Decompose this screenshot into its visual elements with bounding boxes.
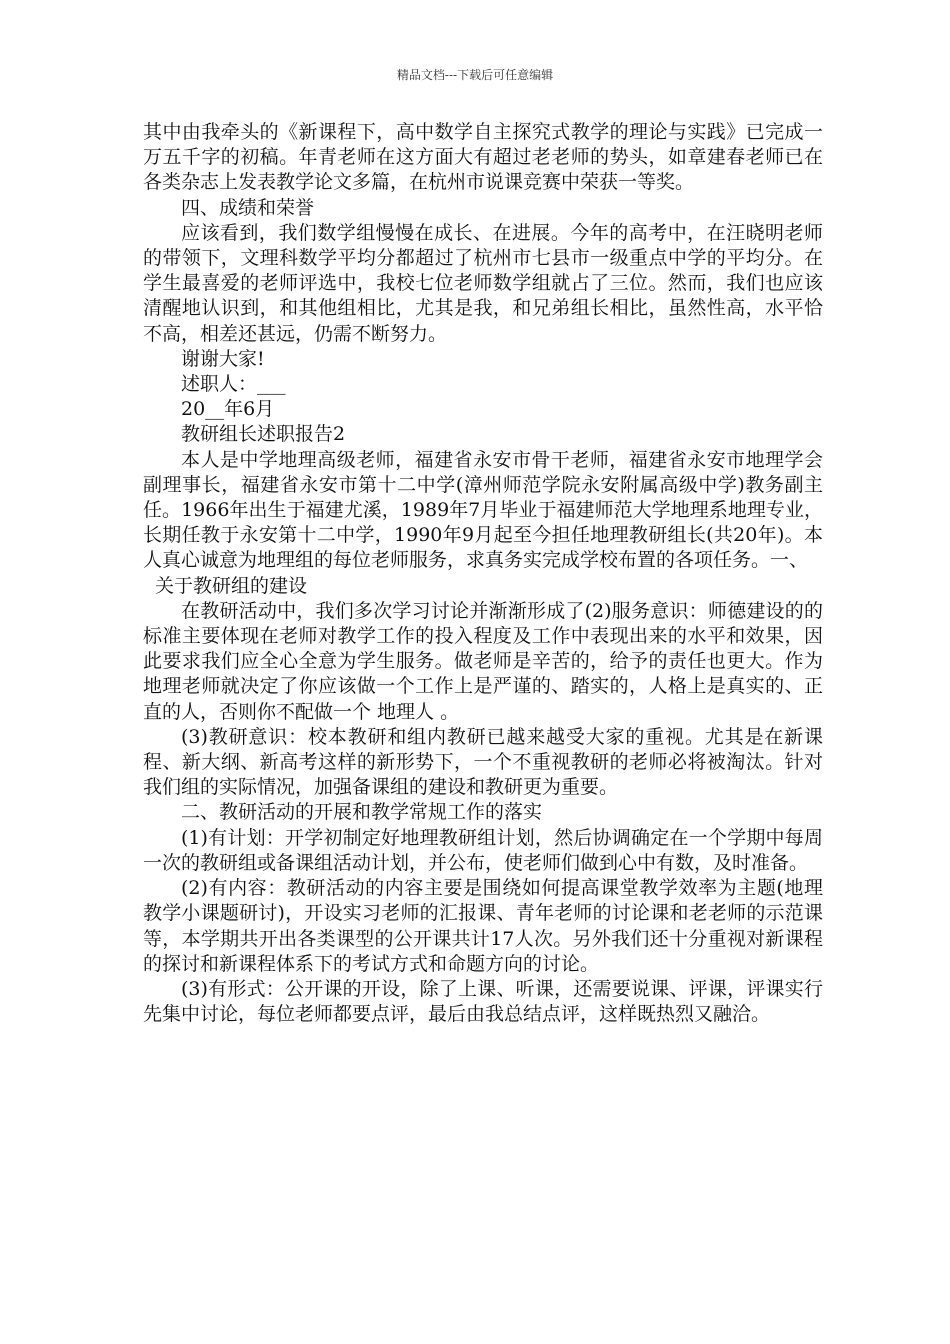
paragraph: 述职人：___ (181, 373, 286, 396)
paragraph: (3)有形式：公开课的开设，除了上课、听课，还需要说课、评课，评课实行先集中讨论，每位老师都要点评，最后由我总结点评，这样既热烈又融洽。 (143, 977, 823, 1026)
paragraph: 关于教研组的建设 (155, 574, 308, 597)
paragraph: 谢谢大家! (181, 347, 265, 370)
paragraph: 四、成绩和荣誉 (181, 196, 315, 219)
paragraph: 在教研活动中，我们多次学习讨论并渐渐形成了(2)服务意识：师德建设的的标准主要体现在老师对教学工作的投入程度及工作中表现出来的水平和效果，因此要求我们应全心全意为学生服务。做老师是辛苦的，给予的责任也更大。作为地理老师就决定了你应该做一个工作上是严谨的、踏实的，人格上是真实的、正直的人，否则你不配做一个 地理人 。 (143, 599, 823, 723)
paragraph: (2)有内容：教研活动的内容主要是围绕如何提高课堂教学效率为主题(地理教学小课题研讨)，开设实习老师的汇报课、青年老师的讨论课和老老师的示范课等，本学期共开出各类课型的公开课共计17人次。另外我们还十分重视对新课程的探讨和新课程体系下的考试方式和命题方向的讨论。 (143, 877, 823, 975)
paragraph: 教研组长述职报告2 (181, 423, 346, 446)
page-header: 精品文档---下载后可任意编辑 (396, 68, 554, 82)
document-body (143, 120, 823, 1027)
paragraph: 其中由我牵头的《新课程下，高中数学自主探究式教学的理论与实践》已完成一万五千字的初稿。年青老师在这方面大有超过老老师的势头，如章建春老师已在各类杂志上发表教学论文多篇，在杭州市说课竞赛中荣获一等奖。 (143, 121, 823, 194)
paragraph: 本人是中学地理高级老师，福建省永安市骨干老师，福建省永安市地理学会副理事长，福建省永安市第十二中学(漳州师范学院永安附属高级中学)教务副主任。1966年出生于福建尤溪，1989年7月毕业于福建师范大学地理系地理专业，长期任教于永安第十二中学，1990年9月起至今担任地理教研组长(共20年)。本人真心诚意为地理组的每位老师服务，求真务实完成学校布置的各项任务。一、 (143, 448, 823, 572)
paragraph: (1)有计划：开学初制定好地理教研组计划，然后协调确定在一个学期中每周一次的教研组或备课组活动计划，并公布，使老师们做到心中有数，及时准备。 (143, 826, 823, 874)
paragraph: 20__年6月 (181, 398, 275, 421)
paragraph: 二、教研活动的开展和教学常规工作的落实 (181, 801, 543, 824)
paragraph: 应该看到，我们数学组慢慢在成长、在进展。今年的高考中，在汪晓明老师的带领下，文理科数学平均分都超过了杭州市七县市一级重点中学的平均分。在学生最喜爱的老师评选中，我校七位老师数学组就占了三位。然而，我们也应该清醒地认识到，和其他组相比，尤其是我，和兄弟组长相比，虽然性高，水平恰不高，相差还甚远，仍需不断努力。 (143, 221, 823, 345)
paragraph: (3)教研意识：校本教研和组内教研已越来越受大家的重视。尤其是在新课程、新大纲、新高考这样的新形势下，一个不重视教研的老师必将被淘汰。针对我们组的实际情况，加强备课组的建设和教研更为重要。 (143, 725, 823, 799)
